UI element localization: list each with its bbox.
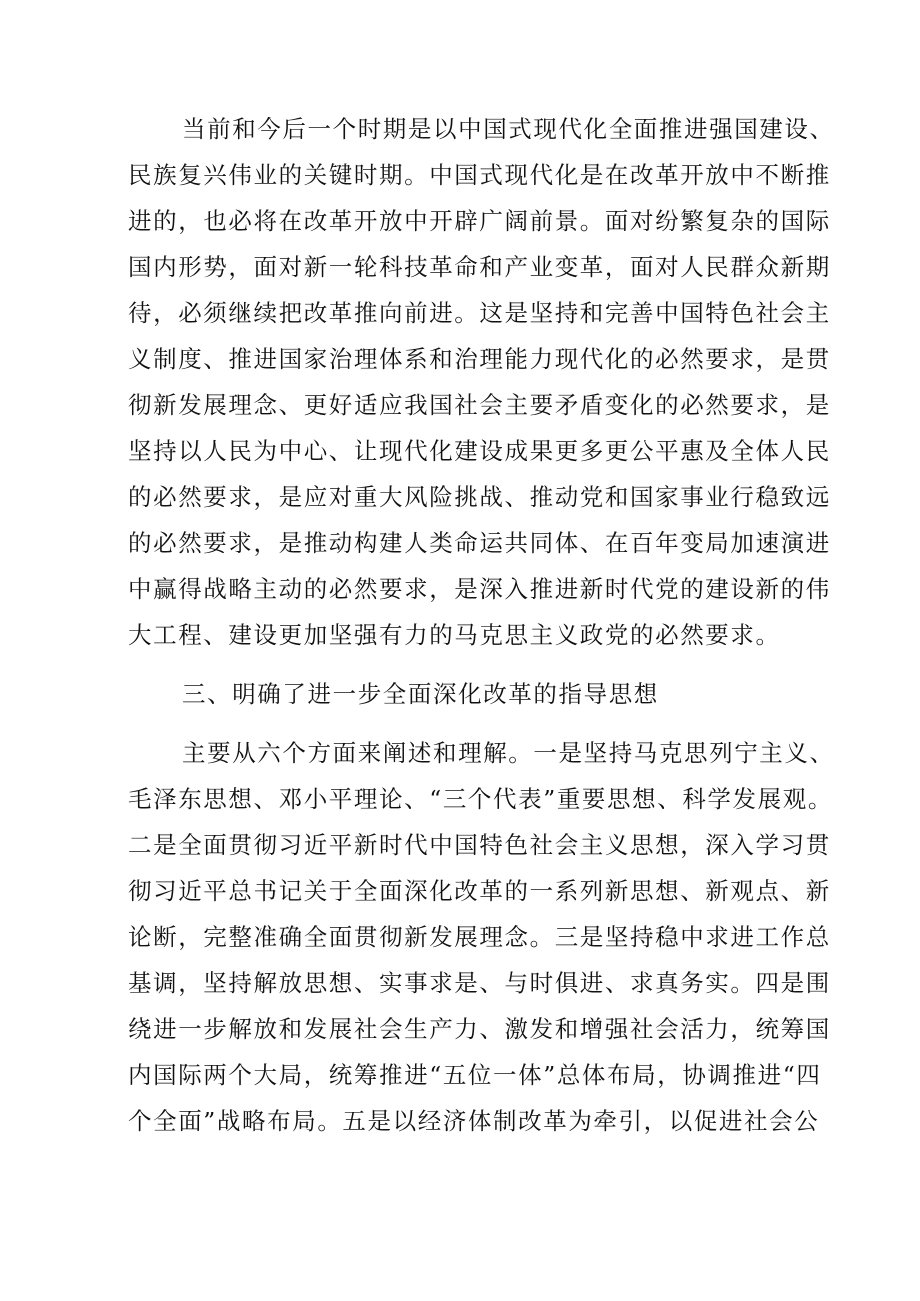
text-line: 义制度、推进国家治理体系和治理能力现代化的必然要求，是贯 xyxy=(128,345,831,373)
text-line: 二是全面贯彻习近平新时代中国特色社会主义思想，深入学习贯 xyxy=(128,831,831,859)
paragraph-2 xyxy=(128,730,835,1144)
text-line: 中赢得战略主动的必然要求，是深入推进新时代党的建设新的伟 xyxy=(128,575,831,603)
section-heading: 三、明确了进一步全面深化改革的指导思想 xyxy=(182,680,659,708)
text-line: 毛泽东思想、邓小平理论、“三个代表”重要思想、科学发展观。 xyxy=(128,785,833,813)
text-line: 民族复兴伟业的关键时期。中国式现代化是在改革开放中不断推 xyxy=(128,161,831,189)
text-line: 内国际两个大局，统筹推进“五位一体”总体布局，协调推进“四 xyxy=(128,1061,822,1089)
text-line: 待，必须继续把改革推向前进。这是坚持和完善中国特色社会主 xyxy=(128,299,831,327)
text-line: 论断，完整准确全面贯彻新发展理念。三是坚持稳中求进工作总 xyxy=(128,923,831,951)
text-line: 个全面”战略布局。五是以经济体制改革为牵引，以促进社会公 xyxy=(128,1107,820,1135)
paragraph-gap xyxy=(128,658,788,671)
text-line: 彻新发展理念、更好适应我国社会主要矛盾变化的必然要求，是 xyxy=(128,391,831,419)
text-line: 当前和今后一个时期是以中国式现代化全面推进强国建设、 xyxy=(182,115,835,143)
text-line: 基调，坚持解放思想、实事求是、与时俱进、求真务实。四是围 xyxy=(128,969,831,997)
text-line: 彻习近平总书记关于全面深化改革的一系列新思想、新观点、新 xyxy=(128,877,831,905)
paragraph-1 xyxy=(128,106,835,658)
text-line: 的必然要求，是推动构建人类命运共同体、在百年变局加速演进 xyxy=(128,529,831,557)
text-line: 绕进一步解放和发展社会生产力、激发和增强社会活力，统筹国 xyxy=(128,1015,831,1043)
paragraph-gap xyxy=(128,717,788,730)
text-line: 大工程、建设更加坚强有力的马克思主义政党的必然要求。 xyxy=(128,621,781,649)
text-line: 国内形势，面对新一轮科技革命和产业变革，面对人民群众新期 xyxy=(128,253,831,281)
text-body xyxy=(128,106,835,1144)
text-line: 进的，也必将在改革开放中开辟广阔前景。面对纷繁复杂的国际 xyxy=(128,207,831,235)
text-line: 的必然要求，是应对重大风险挑战、推动党和国家事业行稳致远 xyxy=(128,483,831,511)
text-line: 坚持以人民为中心、让现代化建设成果更多更公平惠及全体人民 xyxy=(128,437,831,465)
text-line: 主要从六个方面来阐述和理解。一是坚持马克思列宁主义、 xyxy=(182,739,835,767)
